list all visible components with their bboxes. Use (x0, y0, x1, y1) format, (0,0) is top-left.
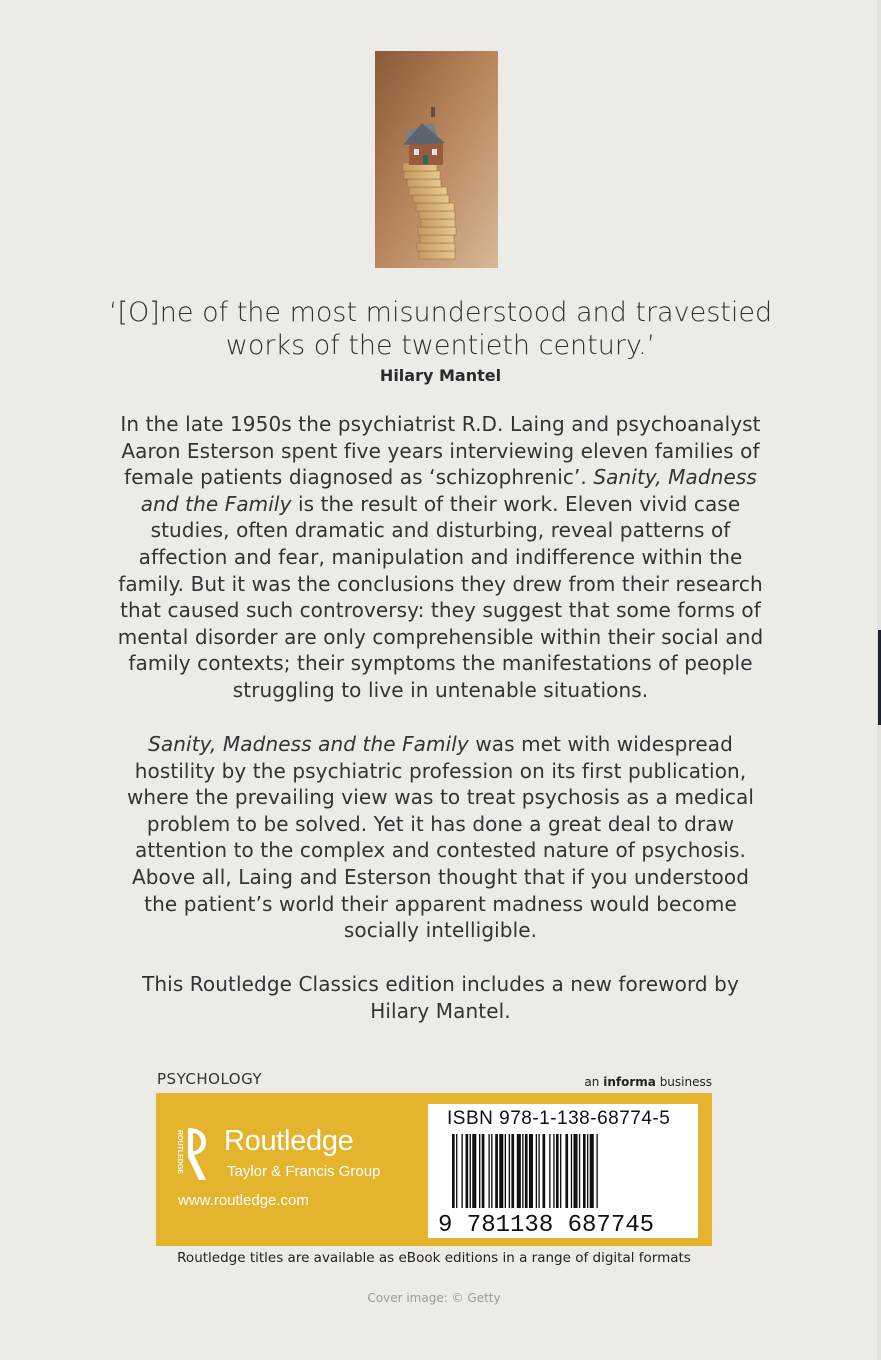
isbn-label: ISBN 978-1-138-68774-5 (447, 1108, 671, 1129)
text-line (60, 731, 821, 758)
image-credit: Cover image: © Getty (367, 1291, 501, 1305)
text-line: that caused such controversy: they suggest that some forms of (120, 598, 761, 623)
text-line: Hilary Mantel. (370, 998, 511, 1023)
barcode-bar (482, 1134, 485, 1208)
barcode-bar (511, 1134, 514, 1208)
text-line (60, 464, 821, 491)
text-line: the patient’s world their apparent madness would become (144, 891, 737, 916)
quote-line: ‘[O]ne of the most misunderstood and travestied (108, 297, 773, 328)
book-title-italic: Sanity, Madness (593, 465, 757, 490)
text-line: mental disorder are only comprehensible within their social and (117, 624, 764, 649)
barcode-bar (556, 1134, 559, 1208)
text-line: problem to be solved. Yet it has done a great deal to draw (146, 811, 735, 836)
quote-author: Hilary Mantel (379, 366, 502, 385)
informa-prefix: an (584, 1075, 600, 1089)
barcode-bar (560, 1134, 561, 1208)
barcode-bar (529, 1134, 533, 1208)
barcode-bar (587, 1134, 588, 1208)
barcode-bar (571, 1134, 572, 1208)
barcode-bar (549, 1134, 550, 1208)
text-line: family. But it was the conclusions they drew from their research (118, 571, 763, 596)
barcode-bar (536, 1134, 537, 1208)
edition-note (60, 971, 821, 1024)
barcode-bar (509, 1134, 510, 1208)
barcode-bar (517, 1134, 521, 1208)
text-line: socially intelligible. (343, 918, 538, 943)
text-line: In the late 1950s the psychiatrist R.D. Laing and psychoanalyst (120, 412, 761, 436)
pull-quote (60, 296, 821, 362)
barcode-bar (470, 1134, 471, 1208)
barcode-bar (479, 1134, 480, 1208)
text-line: Aaron Esterson spent five years interviewing eleven families of (121, 438, 760, 463)
barcode-bar (452, 1134, 455, 1208)
publisher-group: Taylor & Francis Group (227, 1163, 381, 1180)
barcode-bar (488, 1134, 489, 1208)
barcode-bar (579, 1134, 580, 1208)
informa-name: informa (603, 1075, 656, 1089)
barcode-bar (461, 1134, 462, 1208)
barcode-bar (466, 1134, 469, 1208)
barcode-bar (542, 1134, 545, 1208)
blurb-paragraph-2 (60, 731, 821, 944)
publisher-name: Routledge (224, 1125, 354, 1157)
barcode-bar (574, 1134, 578, 1208)
barcode-bar (505, 1134, 506, 1208)
barcode-bar (596, 1134, 597, 1208)
text-line: family contexts; their symptoms the manifestations of people (128, 651, 753, 676)
barcode-bar (590, 1134, 594, 1208)
barcode-bar (525, 1134, 528, 1208)
book-title-italic: Sanity, Madness and the Family (148, 732, 469, 756)
text-line: struggling to live in untenable situations. (232, 677, 649, 702)
barcode-digits: 9 781138 687745 (438, 1212, 655, 1234)
routledge-logo-icon (176, 1124, 212, 1184)
publisher-website: www.routledge.com (178, 1192, 309, 1209)
text-line: affection and fear, manipulation and indifference within the (138, 544, 743, 569)
text-fragment: was met with widespread (475, 732, 733, 756)
barcode-bar (565, 1134, 568, 1208)
text-line: hostility by the psychiatric profession on its first publication, (134, 758, 747, 783)
barcode-bar (583, 1134, 586, 1208)
barcode-icon (438, 1134, 688, 1234)
text-line (60, 491, 821, 518)
subject-category: PSYCHOLOGY (157, 1070, 263, 1088)
cover-photo (375, 51, 498, 268)
quote-line: works of the twentieth century.’ (225, 330, 656, 361)
blurb-paragraph-1 (60, 411, 821, 704)
barcode-bar (553, 1134, 554, 1208)
informa-suffix: business (659, 1075, 712, 1089)
barcode-bar (495, 1134, 498, 1208)
barcode-bar (491, 1134, 492, 1208)
barcode-bar (472, 1134, 476, 1208)
text-line: This Routledge Classics edition includes a new foreword by (142, 972, 739, 996)
ebook-note: Routledge titles are available as eBook editions in a range of digital formats (177, 1250, 691, 1266)
house-on-block-tower-icon (375, 51, 498, 268)
barcode-bar (499, 1134, 503, 1208)
text-line: where the prevailing view was to treat psychosis as a medical (126, 785, 755, 810)
routledge-vertical-wordmark: ROUTLEDGE (176, 1130, 183, 1174)
barcode-bar (522, 1134, 523, 1208)
book-title-italic: and the Family (140, 491, 292, 516)
text-line: Above all, Laing and Esterson thought that if you understood (131, 864, 749, 889)
text-line: studies, often dramatic and disturbing, reveal patterns of (150, 518, 731, 543)
text-fragment: is the result of their work. Eleven vivid case (297, 491, 741, 516)
text-fragment: female patients diagnosed as ‘schizophrenic’. (124, 465, 587, 490)
informa-tagline (584, 1075, 712, 1089)
text-line: attention to the complex and contested nature of psychosis. (134, 838, 747, 863)
barcode-bar (538, 1134, 539, 1208)
barcode-bar (456, 1134, 457, 1208)
